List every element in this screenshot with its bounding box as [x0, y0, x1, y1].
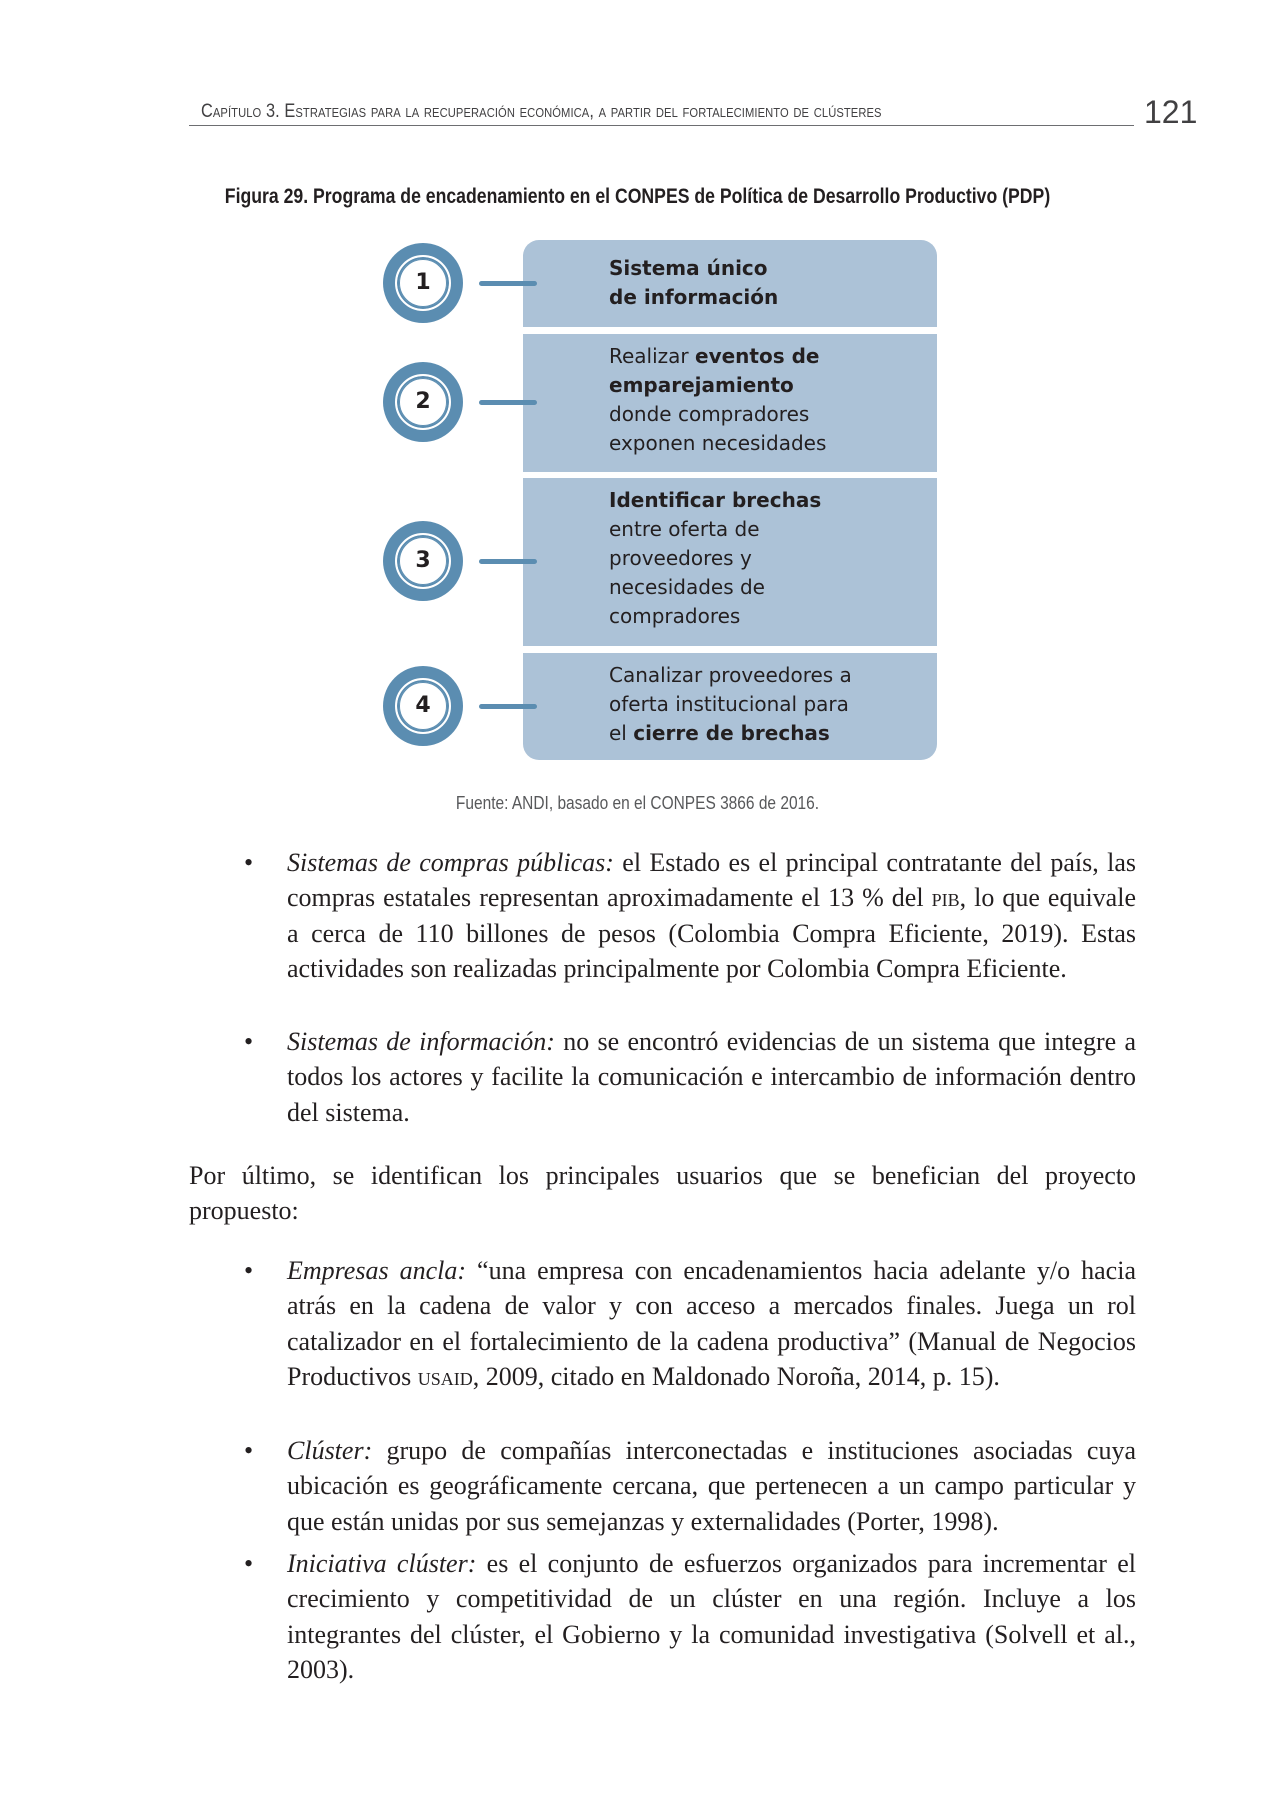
step-4-text: Canalizar proveedores a — [609, 663, 852, 687]
step-number: 4 — [415, 693, 431, 718]
running-header — [189, 97, 1134, 126]
figure-source: Fuente: ANDI, basado en el CONPES 3866 de 2016. — [455, 793, 820, 813]
step-box-4 — [523, 653, 937, 760]
bullet-term: Sistemas de información: — [287, 1027, 555, 1056]
step-2-text: donde compradores — [609, 402, 810, 426]
connector-line — [479, 704, 537, 709]
bullet-term: Empresas ancla: — [287, 1256, 467, 1285]
step-3-text: compradores — [609, 604, 741, 628]
step-box-1 — [523, 240, 937, 327]
bullet-dot: • — [244, 1256, 254, 1285]
step-2-bold: eventos de — [695, 344, 820, 368]
step-4-text: oferta institucional para — [609, 692, 849, 716]
bullet-item — [244, 1024, 1137, 1130]
bullet-text: , 2009, citado en Maldonado Noroña, 2014, p. 15). — [472, 1361, 1000, 1391]
step-1-text: de información — [609, 285, 779, 309]
step-number-circle-3 — [383, 521, 463, 601]
step-number: 1 — [415, 270, 431, 295]
bullet-term: Iniciativa clúster: — [287, 1549, 477, 1578]
step-4-text: el — [609, 721, 634, 745]
step-3-text: proveedores y — [609, 546, 752, 570]
bullet-dot: • — [244, 1027, 254, 1056]
bullet-text: el Estado es el principal contratante del país, las compras estatales representan aproximadamente el 13 % del — [287, 848, 1137, 913]
bullet-term: Sistemas de compras públicas: — [287, 848, 614, 877]
bullet-item — [244, 1546, 1136, 1687]
connector-line — [479, 559, 537, 564]
bullet-dot: • — [244, 1549, 254, 1578]
bullet-item — [244, 845, 1137, 986]
acronym: usaid — [417, 1361, 473, 1391]
bullet-dot: • — [244, 1436, 254, 1465]
bullet-item — [244, 1433, 1136, 1539]
body-paragraph: Por último, se identifican los principales usuarios que se benefician del proyecto propuesto: — [189, 1161, 1136, 1226]
step-box-3 — [523, 478, 937, 646]
bullet-text: “una empresa con encadenamientos hacia adelante y/o hacia atrás en la cadena de valor y con acceso a mercados finales. Juega un rol catalizador en el fortalecimiento de la cadena productiva” (Manual de Negocios Productivos — [287, 1256, 1136, 1391]
step-number-circle-1 — [383, 243, 463, 323]
step-2-text: Realizar — [609, 344, 696, 368]
step-2-bold: emparejamiento — [609, 373, 794, 397]
bullet-text: no se encontró evidencias de un sistema que integre a todos los actores y facilite la comunicación e intercambio de información dentro del sistema. — [287, 1027, 1137, 1127]
step-4-bold: cierre de brechas — [633, 721, 830, 745]
figure-caption: Figura 29. Programa de encadenamiento en el CONPES de Política de Desarrollo Productivo (PDP) — [224, 185, 1051, 208]
page-number: 121 — [1144, 94, 1198, 130]
step-3-bold: Identificar brechas — [609, 488, 822, 512]
step-3-text: necesidades de — [609, 575, 765, 599]
acronym: pib — [931, 883, 960, 913]
connector-line — [479, 400, 537, 405]
step-number: 3 — [415, 548, 431, 573]
chapter-title: Capítulo 3. Estrategias para la recuperación económica, a partir del fortalecimiento de clústeres — [201, 101, 882, 122]
bullet-text: grupo de compañías interconectadas e instituciones asociadas cuya ubicación es geográficamente cercana, que pertenecen a un campo particular y que están unidas por sus semejanzas y externalidades (Porter, 1998). — [287, 1436, 1136, 1536]
step-3-text: entre oferta de — [609, 517, 760, 541]
step-2-text: exponen necesidades — [609, 431, 827, 455]
bullet-term: Clúster: — [287, 1436, 373, 1465]
bullet-text: es el conjunto de esfuerzos organizados para incrementar el crecimiento y competitividad de un clúster en una región. Incluye a los integrantes del clúster, el Gobierno y la comunidad investigativa (Solvell et al., 2003). — [287, 1549, 1136, 1684]
step-number-circle-2 — [383, 362, 463, 442]
connector-line — [479, 281, 537, 286]
bullet-text: , lo que equivale a cerca de 110 billones de pesos (Colombia Compra Eficiente, 2019). Estas actividades son realizadas principalmente por Colombia Compra Eficiente. — [287, 883, 1136, 983]
step-box-2 — [523, 334, 937, 472]
step-number-circle-4 — [383, 666, 463, 746]
step-number: 2 — [415, 389, 431, 414]
step-1-text: Sistema único — [609, 256, 768, 280]
bullet-dot: • — [244, 848, 254, 877]
bullet-item — [244, 1253, 1136, 1394]
